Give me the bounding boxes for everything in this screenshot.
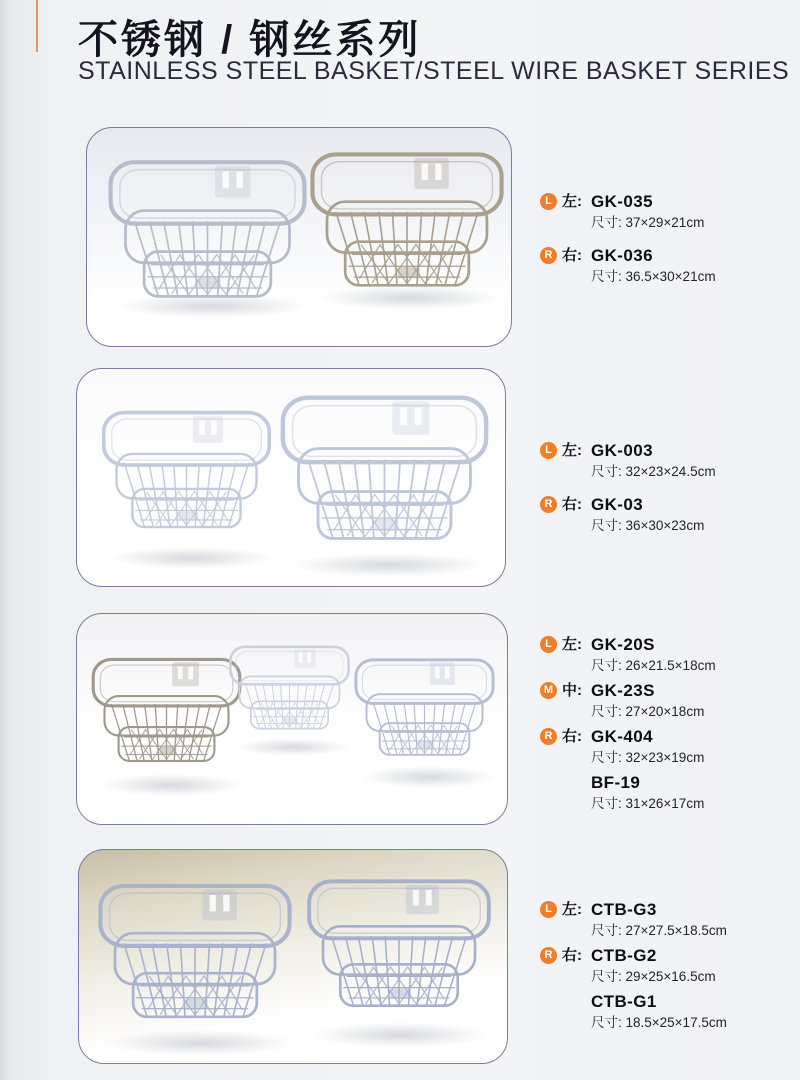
model-number: CTB-G3 (591, 900, 657, 919)
dimensions-text: 尺寸: 32×23×24.5cm (591, 464, 716, 479)
page-subtitle-english: STAINLESS STEEL BASKET/STEEL WIRE BASKET SERIES (78, 57, 790, 85)
model-number: GK-036 (591, 246, 653, 265)
position-label: 左: (562, 442, 582, 459)
spec-item (540, 245, 790, 286)
model-number: BF-19 (591, 773, 641, 792)
page-title-chinese: 不锈钢 / 钢丝系列 (78, 18, 422, 62)
spec-item (540, 634, 790, 675)
product-photo-panel-2 (76, 368, 506, 587)
left-marker-icon: L (540, 193, 557, 210)
model-number: GK-20S (591, 635, 655, 654)
spec-item (540, 991, 790, 1032)
spec-item (540, 726, 790, 767)
spec-block-3 (540, 634, 790, 818)
left-marker-icon: L (540, 442, 557, 459)
dimensions-text: 尺寸: 31×26×17cm (591, 796, 705, 811)
spec-item (540, 440, 790, 481)
wire-basket-illustration (95, 870, 295, 1040)
right-marker-icon: R (540, 947, 557, 964)
dimensions-text: 尺寸: 36×30×23cm (591, 518, 705, 533)
position-label: 右: (562, 496, 582, 513)
spec-item (540, 494, 790, 535)
position-label: 右: (562, 947, 582, 964)
dimensions-text: 尺寸: 36.5×30×21cm (591, 269, 716, 284)
model-number: CTB-G2 (591, 946, 657, 965)
dimensions-text: 尺寸: 27×27.5×18.5cm (591, 923, 727, 938)
dimensions-text: 尺寸: 37×29×21cm (591, 215, 705, 230)
dimensions-text: 尺寸: 29×25×16.5cm (591, 969, 716, 984)
spec-block-2 (540, 440, 790, 548)
position-label: 左: (562, 901, 582, 918)
dimensions-text: 尺寸: 27×20×18cm (591, 704, 705, 719)
position-label: 左: (562, 193, 582, 210)
wire-basket-illustration (304, 864, 494, 1030)
dimensions-text: 尺寸: 26×21.5×18cm (591, 658, 716, 673)
product-photo-panel-1 (86, 127, 512, 347)
spec-item (540, 680, 790, 721)
wire-basket-illustration (352, 644, 497, 776)
wire-basket-illustration (307, 146, 507, 301)
wire-basket-illustration (277, 379, 492, 565)
position-label: 中: (562, 682, 582, 699)
orange-accent-tick (36, 0, 38, 52)
model-number: GK-23S (591, 681, 655, 700)
wire-basket-illustration (99, 387, 274, 559)
left-marker-icon: L (540, 636, 557, 653)
product-photo-panel-3 (76, 613, 508, 825)
spec-item (540, 899, 790, 940)
left-marker-icon: L (540, 901, 557, 918)
spec-item (540, 945, 790, 986)
right-marker-icon: R (540, 496, 557, 513)
spec-block-1 (540, 191, 790, 299)
dimensions-text: 尺寸: 18.5×25×17.5cm (591, 1015, 727, 1030)
right-marker-icon: R (540, 728, 557, 745)
middle-marker-icon: M (540, 682, 557, 699)
wire-basket-illustration (89, 642, 244, 784)
dimensions-text: 尺寸: 32×23×19cm (591, 750, 705, 765)
model-number: GK-404 (591, 727, 653, 746)
wire-basket-illustration (105, 154, 310, 312)
position-label: 右: (562, 728, 582, 745)
spec-item (540, 191, 790, 232)
model-number: CTB-G1 (591, 992, 657, 1011)
wire-basket-illustration (227, 632, 352, 748)
model-number: GK-003 (591, 441, 653, 460)
position-label: 右: (562, 247, 582, 264)
model-number: GK-035 (591, 192, 653, 211)
right-marker-icon: R (540, 247, 557, 264)
spec-block-4 (540, 899, 790, 1037)
position-label: 左: (562, 636, 582, 653)
model-number: GK-03 (591, 495, 644, 514)
product-photo-panel-4 (78, 849, 508, 1064)
spec-item (540, 772, 790, 813)
